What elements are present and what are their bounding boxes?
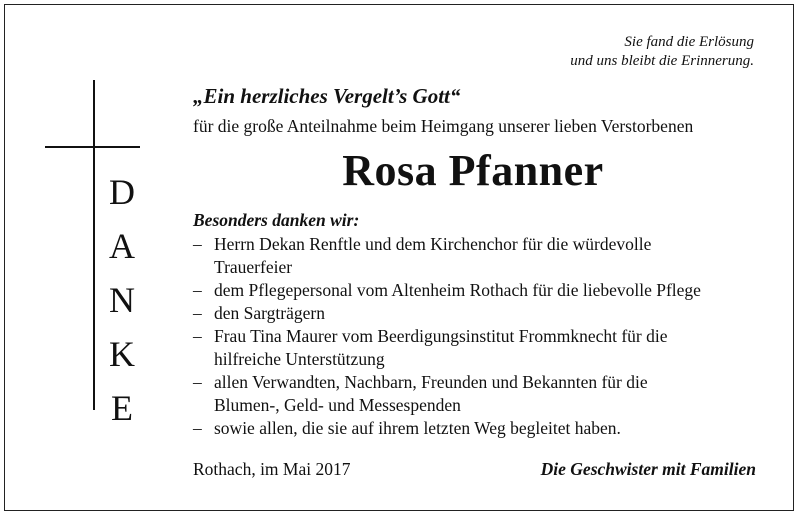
deceased-name: Rosa Pfanner [342, 146, 604, 195]
motto-line: Sie fand die Erlösung [624, 34, 754, 50]
list-item [193, 302, 763, 325]
list-item-line: Trauerfeier [214, 257, 293, 277]
place-and-date: Rothach, im Mai 2017 [193, 459, 351, 479]
danke-letter: K [109, 334, 135, 374]
list-item [193, 279, 763, 302]
signature: Die Geschwister mit Familien [540, 459, 756, 479]
list-item-line: – allen Verwandten, Nachbarn, Freunden und Bekannten für die [214, 372, 648, 392]
danke-vertical-word [104, 165, 140, 435]
danke-letter: D [109, 172, 135, 212]
list-item-line: – dem Pflegepersonal vom Altenheim Rothach für die liebevolle Pflege [214, 280, 701, 300]
cross-horizontal-bar [45, 146, 140, 148]
list-item-line: – den Sargträgern [214, 303, 325, 323]
thanks-heading-quote: „Ein herzliches Vergelt’s Gott“ [193, 84, 461, 108]
thanks-list [193, 233, 763, 440]
list-item [193, 417, 763, 440]
list-item [193, 371, 763, 417]
list-item-line: – sowie allen, die sie auf ihrem letzten Weg begleitet haben. [214, 418, 621, 438]
special-thanks-heading: Besonders danken wir: [193, 210, 360, 230]
danke-letter: N [109, 280, 135, 320]
list-item-line: Blumen-, Geld- und Messespenden [214, 395, 461, 415]
motto-quote [570, 33, 754, 71]
list-item [193, 233, 763, 279]
danke-letter: E [111, 388, 133, 428]
intro-text: für die große Anteilnahme beim Heimgang unserer lieben Verstorbenen [193, 116, 694, 136]
danke-letter: A [109, 226, 135, 266]
list-item-line: – Frau Tina Maurer vom Beerdigungsinstitut Frommknecht für die [214, 326, 668, 346]
cross-vertical-bar [93, 80, 95, 410]
motto-line: und uns bleibt die Erinnerung. [570, 53, 754, 69]
list-item [193, 325, 763, 371]
list-item-line: hilfreiche Unterstützung [214, 349, 385, 369]
list-item-line: – Herrn Dekan Renftle und dem Kirchenchor für die würdevolle [214, 234, 652, 254]
